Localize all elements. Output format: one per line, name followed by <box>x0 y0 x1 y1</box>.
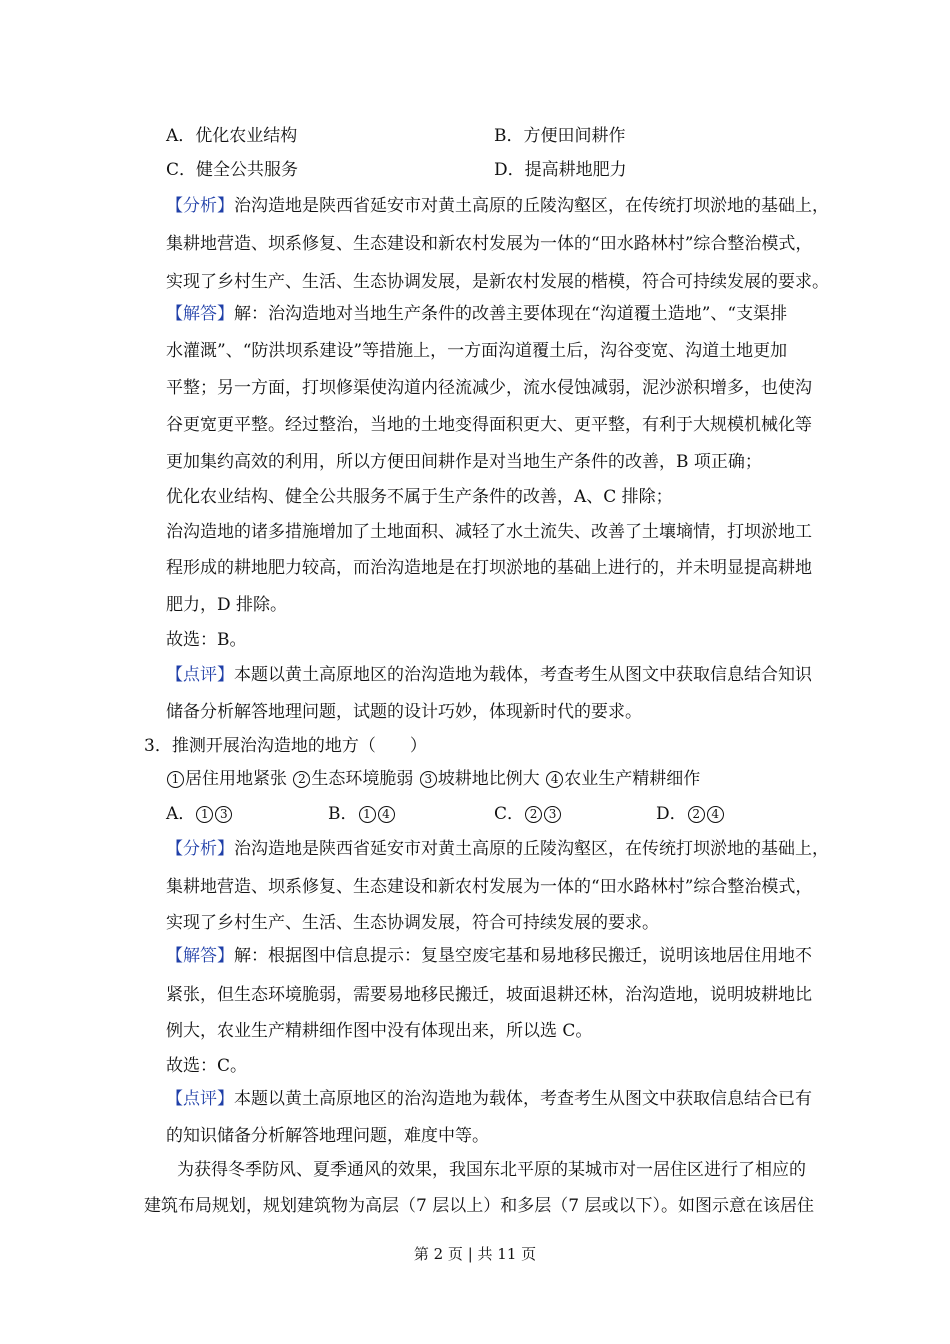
circled-number: 1 <box>167 771 184 788</box>
q2-analysis-line: 实现了乡村生产、生活、生态协调发展，是新农村发展的楷模，符合可持续发展的要求。 <box>166 272 829 292</box>
q2-option-c: C．健全公共服务 <box>166 160 299 180</box>
q3-option-b: B． 1 4 <box>328 803 396 825</box>
circled-number: 4 <box>546 771 563 788</box>
comment-tag: 【点评】 <box>166 1089 234 1109</box>
q3-analysis-line: 集耕地营造、坝系修复、生态建设和新农村发展为一体的“田水路林村”综合整治模式， <box>166 877 813 897</box>
comment-tag: 【点评】 <box>166 665 234 685</box>
circled-number: 2 <box>293 771 310 788</box>
q2-answer-line: 优化农业结构、健全公共服务不属于生产条件的改善，A、C 排除； <box>166 487 673 507</box>
q2-answer-line: 谷更宽更平整。经过整治，当地的土地变得面积更大、更平整，有利于大规模机械化等 <box>166 415 812 435</box>
page-footer: 第 2 页 | 共 11 页 <box>413 1245 537 1263</box>
q2-option-d: D．提高耕地肥力 <box>494 160 627 180</box>
q3-analysis-line: 【分析】治沟造地是陕西省延安市对黄土高原的丘陵沟壑区，在传统打坝淤地的基础上， <box>166 839 829 859</box>
passage-line: 为获得冬季防风、夏季通风的效果，我国东北平原的某城市对一居住区进行了相应的 <box>177 1160 806 1180</box>
q3-answer-line: 紧张，但生态环境脆弱，需要易地移民搬迁，坡面退耕还林，治沟造地，说明坡耕地比 <box>166 985 812 1005</box>
q3-comment-line: 【点评】本题以黄土高原地区的治沟造地为载体，考查考生从图文中获取信息结合已有 <box>166 1089 812 1109</box>
analysis-tag: 【分析】 <box>166 839 234 859</box>
q2-answer-choice: 故选：B。 <box>166 630 247 650</box>
q3-answer-choice: 故选：C。 <box>166 1056 248 1076</box>
q3-answer-line: 【解答】解：根据图中信息提示：复垦空废宅基和易地移民搬迁，说明该地居住用地不 <box>166 946 812 966</box>
q2-comment-line: 【点评】本题以黄土高原地区的治沟造地为载体，考查考生从图文中获取信息结合知识 <box>166 665 812 685</box>
q3-answer-line: 例大，农业生产精耕细作图中没有体现出来，所以选 C。 <box>166 1021 593 1041</box>
circled-number: 3 <box>420 771 437 788</box>
q2-answer-line: 治沟造地的诸多措施增加了土地面积、减轻了水土流失、改善了土壤墒情，打坝淤地工 <box>166 522 812 542</box>
analysis-tag: 【分析】 <box>166 196 234 216</box>
q2-analysis-line: 【分析】治沟造地是陕西省延安市对黄土高原的丘陵沟壑区，在传统打坝淤地的基础上， <box>166 196 829 216</box>
q2-analysis-line: 集耕地营造、坝系修复、生态建设和新农村发展为一体的“田水路林村”综合整治模式， <box>166 234 813 254</box>
q2-answer-line: 肥力，D 排除。 <box>166 595 288 615</box>
q3-analysis-line: 实现了乡村生产、生活、生态协调发展，符合可持续发展的要求。 <box>166 913 659 933</box>
q3-stem: 3．推测开展治沟造地的地方（ ） <box>144 736 427 756</box>
answer-tag: 【解答】 <box>166 304 234 324</box>
q3-comment-line: 的知识储备分析解答地理问题，难度中等。 <box>166 1126 489 1146</box>
q2-answer-line: 更加集约高效的利用，所以方便田间耕作是对当地生产条件的改善，B 项正确； <box>166 452 762 472</box>
q2-answer-line: 程形成的耕地肥力较高，而治沟造地是在打坝淤地的基础上进行的，并未明显提高耕地 <box>166 558 812 578</box>
q2-option-b: B．方便田间耕作 <box>494 126 626 146</box>
q2-answer-line: 【解答】解：治沟造地对当地生产条件的改善主要体现在“沟道覆土造地”、“支渠排 <box>166 304 788 324</box>
q3-option-a: A． 1 3 <box>166 803 233 825</box>
q2-answer-line: 水灌溉”、“防洪坝系建设”等措施上，一方面沟道覆土后，沟谷变宽、沟道土地更加 <box>166 341 788 361</box>
q3-option-c: C． 2 3 <box>494 803 562 825</box>
q2-answer-line: 平整；另一方面，打坝修渠使沟道内径流减少，流水侵蚀减弱，泥沙淤积增多，也使沟 <box>166 378 812 398</box>
q3-option-d: D． 2 4 <box>656 803 725 825</box>
passage-line: 建筑布局规划，规划建筑物为高层（7 层以上）和多层（7 层或以下）。如图示意在该居住 <box>144 1196 814 1216</box>
answer-tag: 【解答】 <box>166 946 234 966</box>
q2-comment-line: 储备分析解答地理问题，试题的设计巧妙，体现新时代的要求。 <box>166 702 642 722</box>
q2-option-a: A．优化农业结构 <box>166 126 298 146</box>
q3-statements: 1 居住用地紧张 2 生态环境脆弱 3 坡耕地比例大 4 农业生产精耕细作 <box>166 768 700 790</box>
